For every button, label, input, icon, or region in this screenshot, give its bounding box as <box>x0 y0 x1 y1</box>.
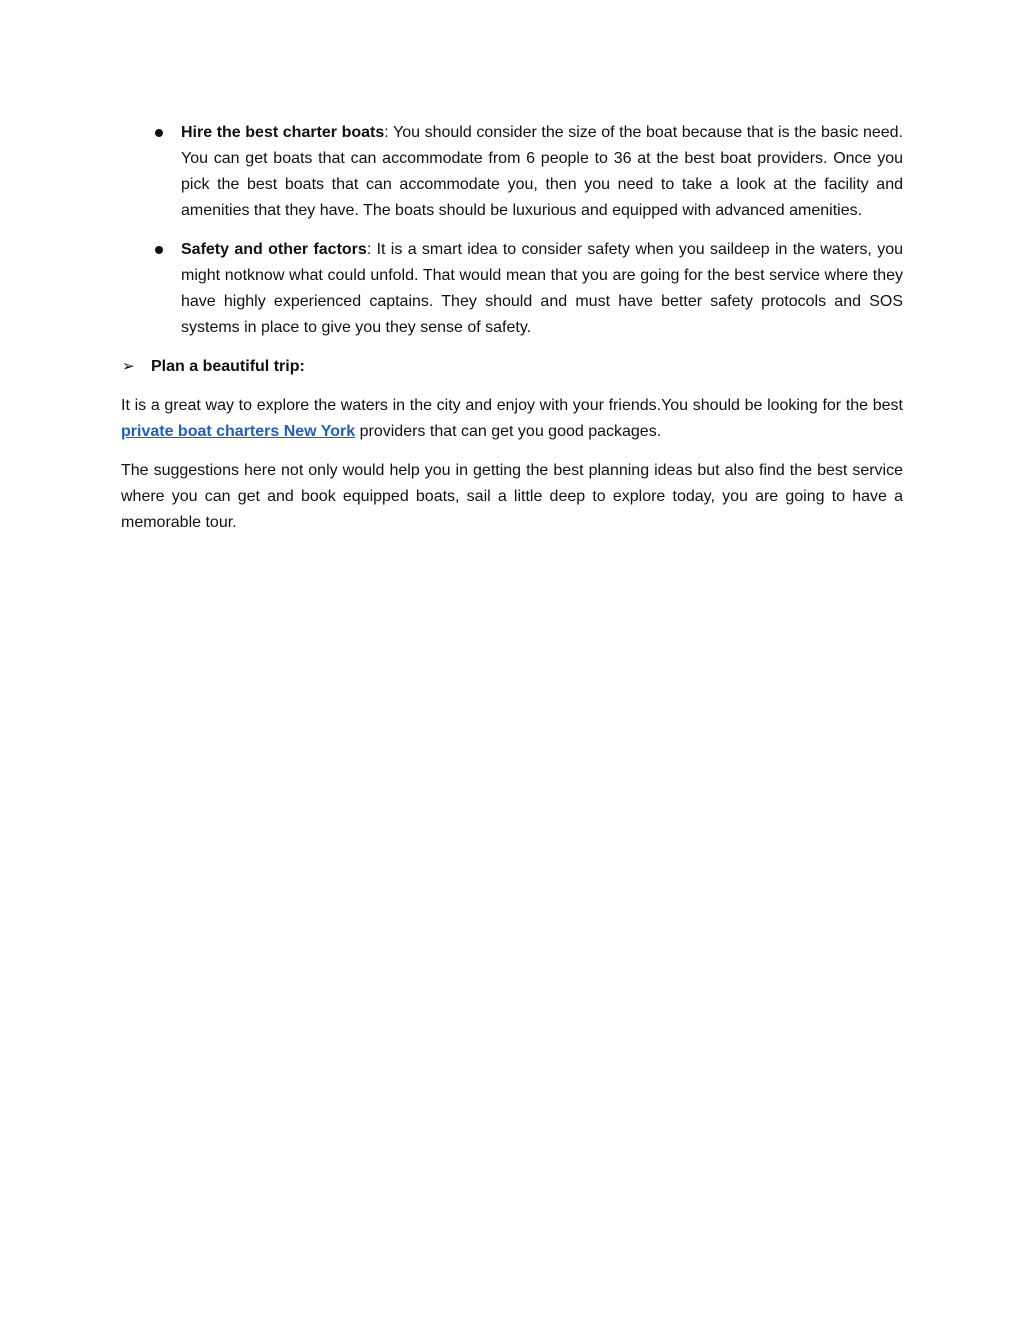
paragraph-conclusion: The suggestions here not only would help you in getting the best planning ideas but also find the best service where you can get and book equipped boats, sail a little deep to explore today, you are going to have a memorable tour. <box>121 462 903 531</box>
section-heading <box>121 354 903 380</box>
bullet-item-safety <box>121 237 903 341</box>
paragraph-intro <box>121 393 903 445</box>
bullet-dot-icon <box>155 129 163 137</box>
bullet-list <box>121 120 903 341</box>
bullet-lead: Hire the best charter boats <box>181 124 385 141</box>
document-page <box>121 120 903 549</box>
paragraph-intro-before: It is a great way to explore the waters in the city and enjoy with your friends.You should be looking for the best <box>121 397 903 414</box>
private-boat-charters-link[interactable]: private boat charters New York <box>121 423 356 440</box>
bullet-text: : It is a smart idea to consider safety when you saildeep in the waters, you might notknow what could unfold. That would mean that you are going for the best service where they have highly experienced captains. They should and must have better safety protocols and SOS systems in place to give you they sense of safety. <box>181 241 904 336</box>
bullet-lead: Safety and other factors <box>181 241 367 258</box>
bullet-dot-icon <box>155 246 163 254</box>
bullet-text: : You should consider the size of the boat because that is the basic need. You can get boats that can accommodate from 6 people to 36 at the best boat providers. Once you pick the best boats that can accommodate you, then you need to take a look at the facility and amenities that they have. The boats should be luxurious and equipped with advanced amenities. <box>181 124 903 219</box>
section-heading-text: Plan a beautiful trip: <box>151 358 305 375</box>
paragraph-intro-after: providers that can get you good packages. <box>355 423 662 440</box>
bullet-item-charter-boats <box>121 120 903 224</box>
arrow-bullet-icon: ➢ <box>122 358 135 375</box>
